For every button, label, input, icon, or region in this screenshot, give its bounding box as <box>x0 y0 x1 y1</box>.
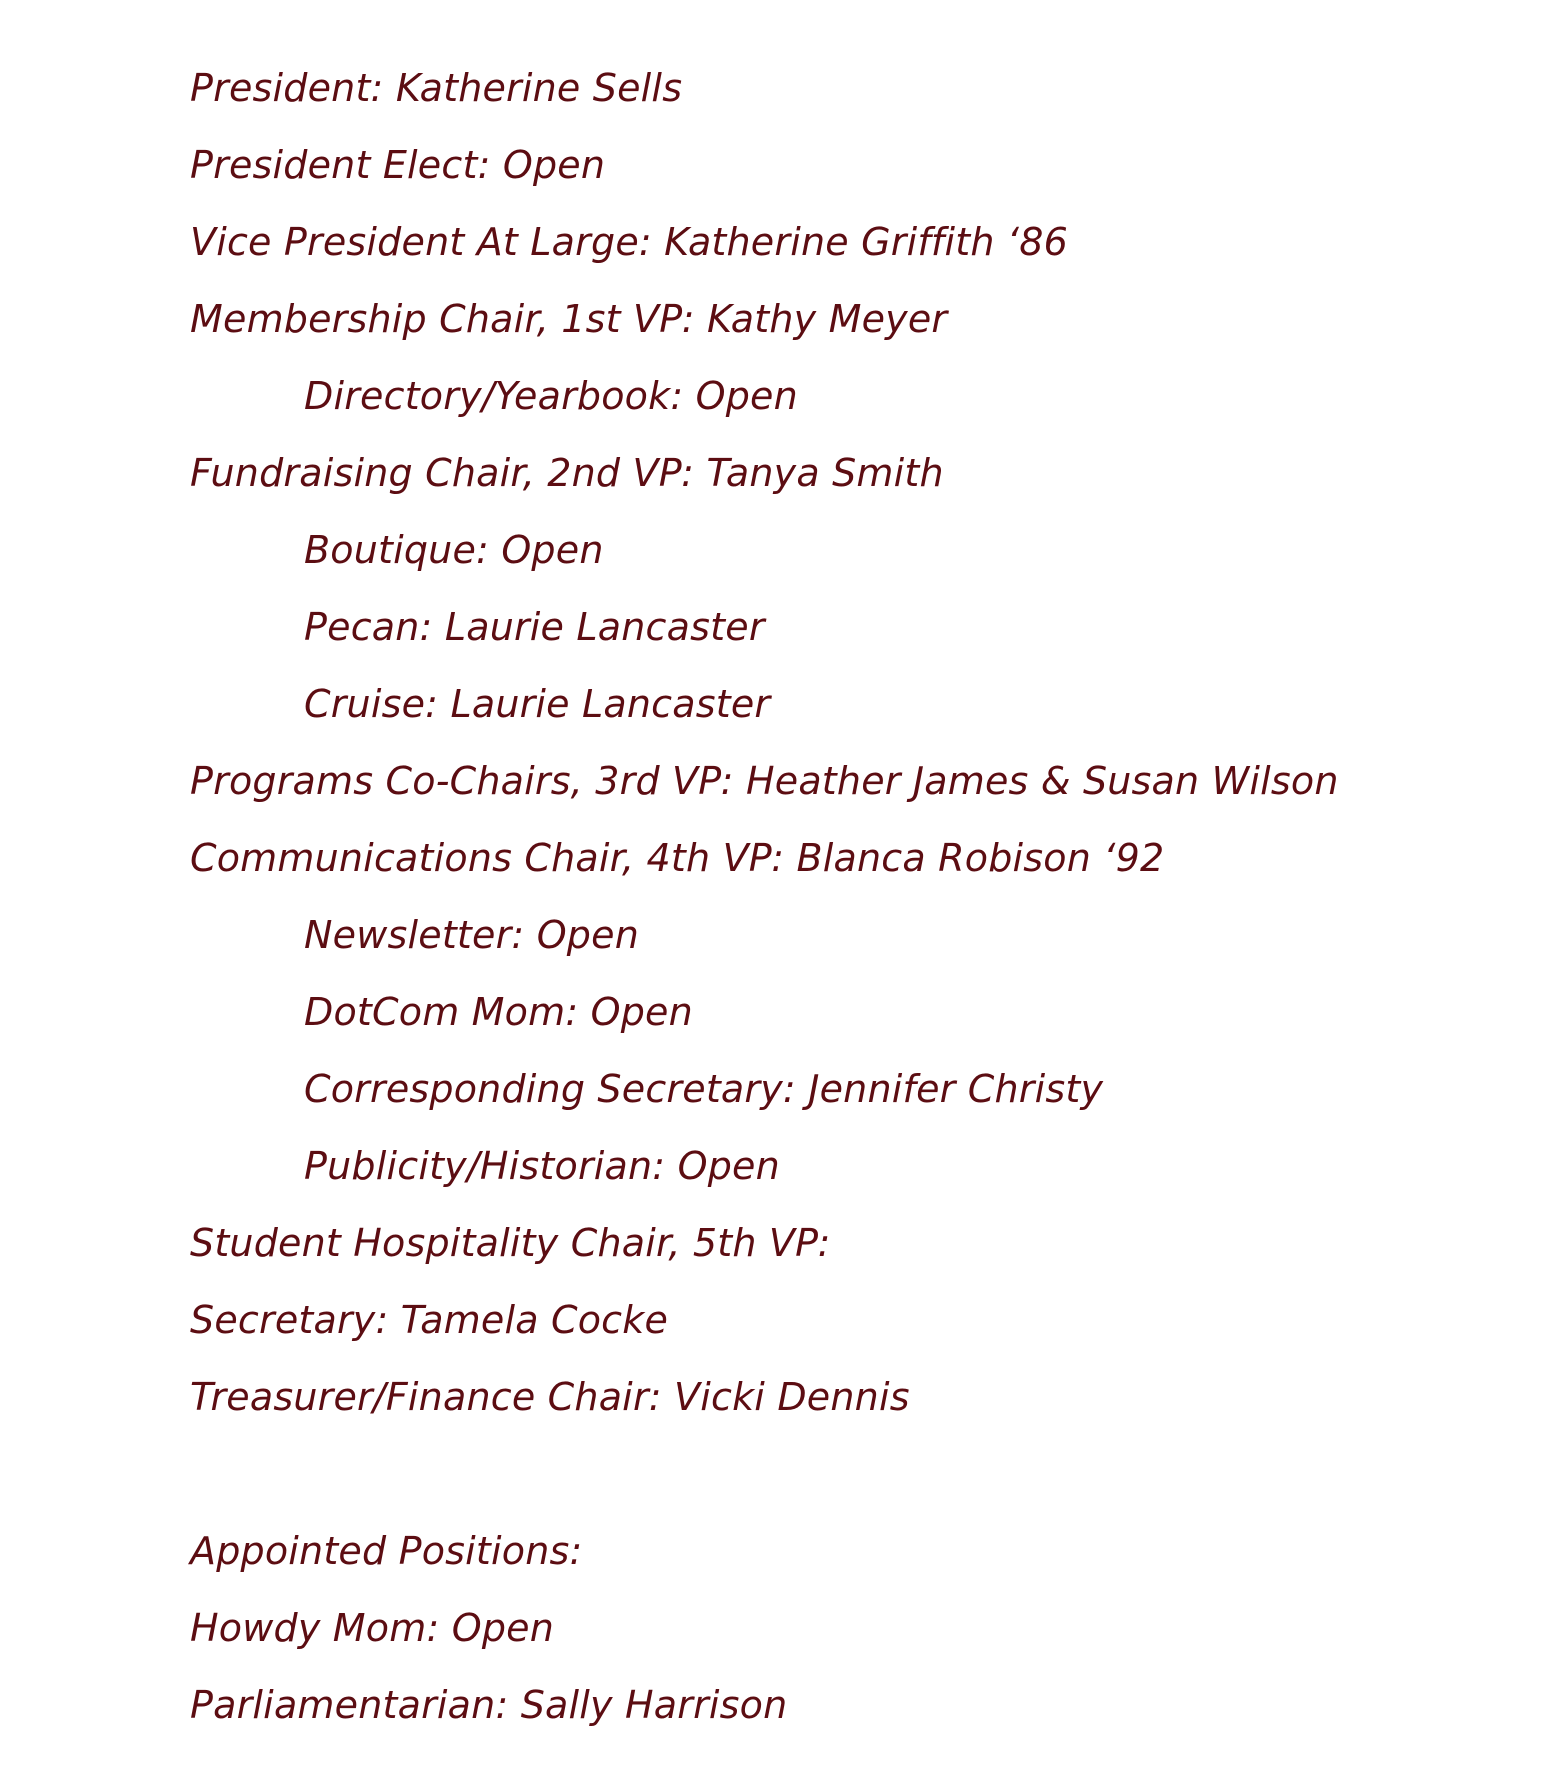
dotcom-mom-line: DotCom Mom: Open <box>304 990 693 1034</box>
secretary-line: Secretary: Tamela Cocke <box>190 1298 669 1342</box>
section-spacer <box>190 1436 1490 1513</box>
treasurer-line: Treasurer/Finance Chair: Vicki Dennis <box>190 1375 910 1419</box>
programs-co-chairs-line: Programs Co-Chairs, 3rd VP: Heather James & Susan Wilson <box>190 759 1339 803</box>
vp-at-large-line: Vice President At Large: Katherine Griffith ‘86 <box>190 220 1068 264</box>
membership-chair-line: Membership Chair, 1st VP: Kathy Meyer <box>190 297 948 341</box>
president-line: President: Katherine Sells <box>190 66 683 110</box>
parliamentarian-line: Parliamentarian: Sally Harrison <box>190 1683 788 1727</box>
publicity-historian-line: Publicity/Historian: Open <box>304 1144 780 1188</box>
corresponding-secretary-line: Corresponding Secretary: Jennifer Christy <box>304 1067 1104 1111</box>
communications-chair-line: Communications Chair, 4th VP: Blanca Robison ‘92 <box>190 836 1165 880</box>
officer-list <box>190 50 1490 1744</box>
boutique-line: Boutique: Open <box>304 528 604 572</box>
directory-yearbook-line: Directory/Yearbook: Open <box>304 374 798 418</box>
newsletter-line: Newsletter: Open <box>304 913 639 957</box>
fundraising-chair-line: Fundraising Chair, 2nd VP: Tanya Smith <box>190 451 944 495</box>
howdy-mom-line: Howdy Mom: Open <box>190 1606 555 1650</box>
pecan-line: Pecan: Laurie Lancaster <box>304 605 765 649</box>
cruise-line: Cruise: Laurie Lancaster <box>304 682 771 726</box>
student-hospitality-chair-line: Student Hospitality Chair, 5th VP: <box>190 1221 831 1265</box>
appointed-positions-heading: Appointed Positions: <box>190 1529 583 1573</box>
president-elect-line: President Elect: Open <box>190 143 606 187</box>
